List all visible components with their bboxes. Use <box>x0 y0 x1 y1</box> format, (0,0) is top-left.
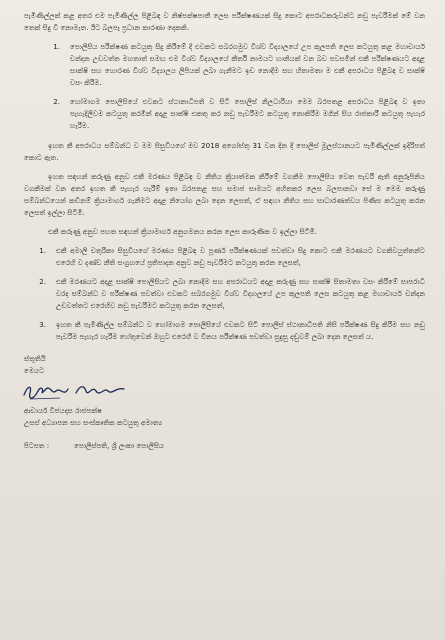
cc-recipient: පොලිස්පති, ශ්‍රී ලංකා පොලිසිය <box>74 441 165 450</box>
item-text: හෝමාගම පොලිසියේ එවකට ස්ථානාධිපති ව සිටි පොලිස් නිලධාරියා මෙම බරපතළ අපරාධය පිළිබඳ ව ඉතා පැහැදිලිවම කටයුතු කරමින් අදාළ සාක්ෂි එකතු කර නඩු පැවරීමට කටයුතු නොකිරීම මගින් සිය රාජකාරී කටයුතු පැහැර හැරීම. <box>70 97 425 130</box>
signer-name: ආචාර්ය විජයදාස රාජපක්ෂ <box>24 406 102 415</box>
requests-list <box>24 245 425 343</box>
request-paragraph: ඉහත සඳහන් කරුණු අනුව එකී මරණය පිළිබඳ ව නීතිය ක්‍රියාත්මක කිරීමේ වගකීම පොලිසිය වෙත පැවරී ඇති අනුරූපිනිය වගකීමක් වන අතර ඉහත කී පැහැර හැරීම් ඉතා බරපතළ සහ සමාජ සාමයට අහිතකර ලෙස බලපානවා සේ ම මෙම කරුණු සම්බන්ධයෙන් කඩිනම් ක්‍රියාමාර්ග ගැනීමට අදාළ නියෝග ලබා දෙන ලෙසත්, ඒ සඳහා නීතිය සහ සාධාරණත්වය පිණිස කටයුතු කරන ලෙසත් ඉල්ලා සිටිමි. <box>24 172 425 217</box>
item-number: 2. <box>39 277 46 286</box>
handwritten-signature <box>20 381 130 403</box>
reasons-list <box>24 41 425 132</box>
item-text: ඉහත කී පැමිණිල්ල සම්බන්ධ ව හෝමාගම පොලිසියේ එවකට සිටි පොලිස් ස්ථානාධිපති නිසි පරීක්ෂණ සිදු කිරීම සහ නඩු පැවරීම පැහැර හැරීම හේතුවෙන් ඔහුට එරෙහි ව විනය පරීක්ෂණ පවත්වා සුදුසු දඬුවම් ලබා දෙන ලෙසත් ය. <box>56 320 425 341</box>
actions-intro: එකී කරුණු අනුව පහත සඳහන් ක්‍රියාමාර්ග අනුගමනය කරන ලෙස කාරුණික ව ඉල්ලා සිටිමි. <box>48 227 318 236</box>
item-number: 3. <box>39 320 46 329</box>
list-item <box>24 319 425 343</box>
item-text: එකී මරණයට අදාළ සාක්ෂි පොලිසියට ලබා නොදීම සහ අපරාධයට අදාළ කරුණු සහ සාක්ෂි සිතාමතා වසං කිරීමේ සාපරාධී වරද සම්බන්ධ ව පරීක්ෂණ පවත්වා එවකට සබරගමුව විශ්ව විද්‍යාලයේ උප කුලපති ලෙස කටයුතු කළ මහාචාර්ය චන්දන උඩවත්තට එරෙහිව නඩු පැවරීමට කටයුතු කරන ලෙසත්, <box>56 277 425 310</box>
item-number: 1. <box>39 246 46 255</box>
list-item <box>24 41 425 89</box>
closing-thanks: ස්තූතියි <box>24 354 46 363</box>
list-item <box>24 276 425 312</box>
closing-salutation: මෙයට <box>24 366 45 375</box>
complaint-paragraph: ඉහත කී අපරාධය සම්බන්ධ ව මම සිසුවියගේ මව 2018 අගෝස්තු 31 වන දින දී පොලිස් මූලස්ථානයට පැමිණිල්ලක් ඉදිරිපත් කොට ඇත. <box>24 141 425 162</box>
copy-to <box>24 441 425 451</box>
signature-block <box>24 353 425 429</box>
item-number: 2. <box>53 97 60 106</box>
cc-label: පිටපත : <box>24 441 50 450</box>
list-item <box>24 96 425 132</box>
item-text: එකී අමාලි චතුරිකා සිසුවියගේ මරණය පිළිබඳ ව පූර්ණ පරීක්ෂණයක් පවත්වා සිදු කොට එකී මරණයට වගකිවයුත්තන්ට එරෙහි ව දණ්ඩ නීති සංග්‍රහයේ ප්‍රතිපාදන අනුව නඩු පැවරීමට කටයුතු කරන ලෙසත්, <box>56 246 425 267</box>
item-number: 1. <box>53 42 60 51</box>
intro-paragraph: පැමිණිල්ලක් කළ අතර එම පැමිණිල්ල පිළිබඳ ව නිෂ්පක්ෂපාතී ලෙස පරීක්ෂණයක් සිදු කොට අපරාධකරුවන්ට නඩු පැවරීමක් මේ වන තෙක් සිදු වී නොමැත. ඊට බලපෑ ප්‍රධාන කාරණා දෙකකි. <box>24 11 425 32</box>
signer-title: උසස් අධ්‍යාපන සහ සංස්කෘතික කටයුතු අමාත්‍ය <box>24 418 163 427</box>
item-text: පොලිසිය පරීක්ෂණ කටයුතු සිදු කිරීමේ දී එවකට සබරගමුව විශ්ව විද්‍යාලයේ උප කුලපති ලෙස කටයුතු කළ මහාචාර්ය චන්දන උඩවත්ත මහතාත් සමඟ එම විශ්ව විද්‍යාලයේ කීර්ති නාමයට හානියක් වන බව පවසමින් එකී පරීක්ෂණයට අදාළ සාක්ෂි සහ හොරණ විශ්ව විද්‍යාලය ලිපියක් ලබා ගැනීමට ඉඩ නොදීම සහ හිතාමතා ම එකී අපරාධය පිළිබඳ ව සාක්ෂි වසං කිරීම. <box>70 42 425 87</box>
list-item <box>24 245 425 269</box>
